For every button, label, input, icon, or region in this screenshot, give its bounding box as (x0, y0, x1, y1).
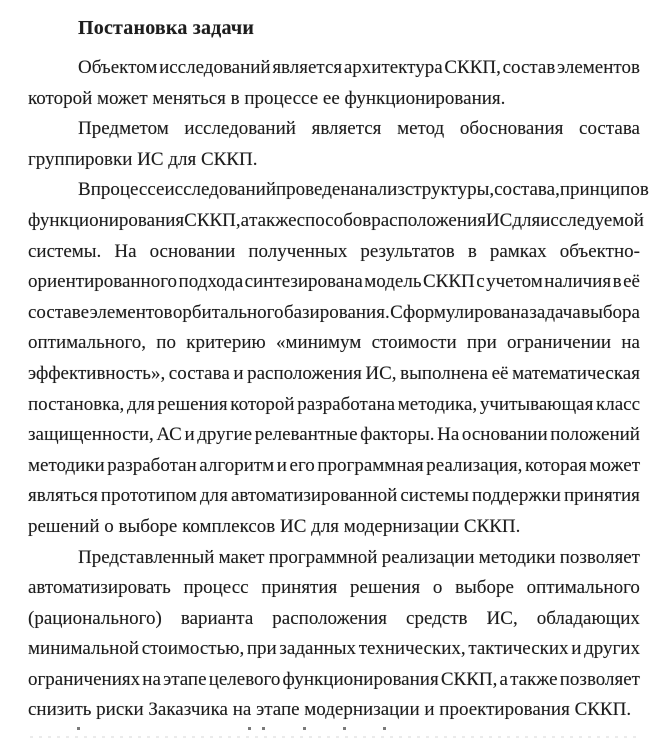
text-line: (рационального) варианта расположения средств ИС, обладающих (28, 607, 640, 629)
text-line: Представленный макет программной реализации методики позволяет (78, 546, 640, 568)
scan-artifact (343, 727, 346, 730)
scan-artifact (262, 727, 265, 730)
text-line: оптимального, по критерию «минимум стоимости при ограничении на (28, 332, 640, 354)
text-line: системы. На основании полученных результатов в рамках объектно- (28, 240, 640, 262)
scan-artifact (30, 736, 640, 738)
text-line: функционирования СККП, а также способов расположения ИС для исследуемой (28, 209, 644, 231)
scan-artifact (383, 727, 386, 730)
text-line: которой может меняться в процессе ее функционирования. (28, 87, 506, 109)
text-line: защищенности, АС и другие релевантные факторы. На основании положений (28, 424, 640, 446)
text-line: В процессе исследований проведен анализ структуры, состава, принципов (78, 179, 649, 201)
scan-artifact (303, 727, 306, 730)
text-line: Объектом исследований является архитектура СККП, состав элементов (78, 57, 640, 78)
text-line: Предметом исследований является метод обоснования состава (78, 118, 640, 140)
text-line: ориентированного подхода синтезирована модель СККП с учетом наличия в её (28, 271, 640, 293)
document-body (28, 13, 649, 726)
text-line: группировки ИС для СККП. (28, 148, 258, 170)
text-line: составе элементов орбитального базирования. Сформулирована задача выбора (28, 301, 640, 323)
scan-artifact (77, 727, 80, 730)
text-line: решений о выборе комплексов ИС для модернизации СККП. (28, 515, 521, 537)
section-heading: Постановка задачи (78, 17, 255, 39)
text-line: минимальной стоимостью, при заданных технических, тактических и других (28, 638, 640, 660)
text-line: эффективность», состава и расположения ИС, выполнена её математическая (28, 362, 640, 384)
scan-artifact (248, 727, 251, 730)
text-line: автоматизировать процесс принятия решения о выборе оптимального (28, 577, 640, 599)
text-line: являться прототипом для автоматизированной системы поддержки принятия (28, 485, 640, 507)
text-line: ограничениях на этапе целевого функционирования СККП, а также позволяет (28, 668, 640, 690)
text-line: методики разработан алгоритм и его программная реализация, которая может (28, 454, 640, 476)
text-line: постановка, для решения которой разработана методика, учитывающая класс (28, 393, 640, 415)
text-line: снизить риски Заказчика на этапе модернизации и проектирования СККП. (28, 699, 632, 721)
